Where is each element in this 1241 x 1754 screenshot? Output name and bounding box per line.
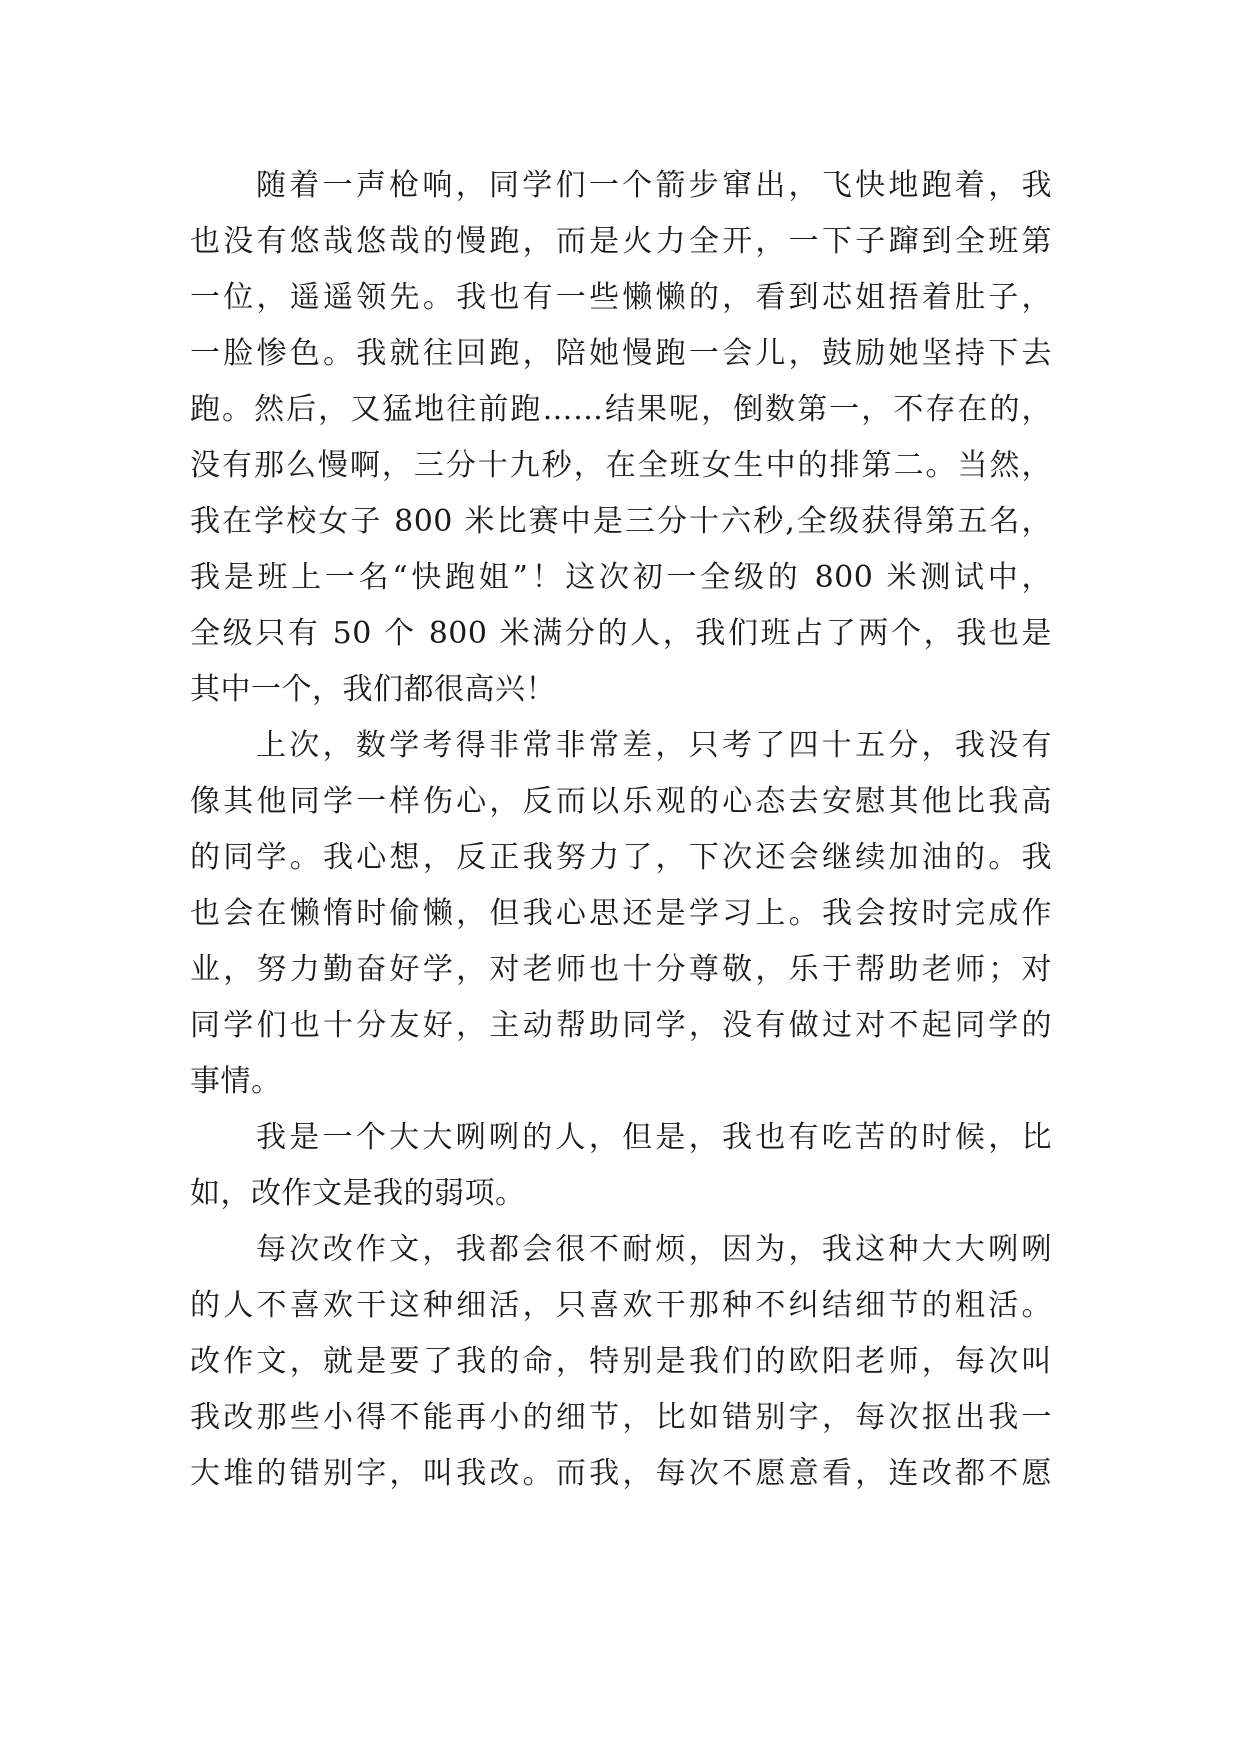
text-line: 如，改作文是我的弱项。 xyxy=(190,1176,526,1211)
text-line: 一脸惨色。我就往回跑，陪她慢跑一会儿，鼓励她坚持下去 xyxy=(190,336,1052,371)
text-line: 大堆的错别字，叫我改。而我，每次不愿意看，连改都不愿 xyxy=(190,1456,1052,1491)
text-line: 每次改作文，我都会很不耐烦，因为，我这种大大咧咧 xyxy=(256,1232,1052,1267)
text-line: 的同学。我心想，反正我努力了，下次还会继续加油的。我 xyxy=(190,840,1052,875)
text-line: 像其他同学一样伤心，反而以乐观的心态去安慰其他比我高 xyxy=(190,784,1052,819)
text-line: 的人不喜欢干这种细活，只喜欢干那种不纠结细节的粗活。 xyxy=(190,1288,1052,1323)
text-line: 改作文，就是要了我的命，特别是我们的欧阳老师，每次叫 xyxy=(190,1344,1052,1379)
text-line: 没有那么慢啊，三分十九秒，在全班女生中的排第二。当然， xyxy=(190,448,1052,483)
text-line: 一位，遥遥领先。我也有一些懒懒的，看到芯姐捂着肚子， xyxy=(190,280,1052,315)
text-line: 事情。 xyxy=(190,1064,282,1099)
text-line: 上次，数学考得非常非常差，只考了四十五分，我没有 xyxy=(256,728,1052,763)
text-line: 同学们也十分友好，主动帮助同学，没有做过对不起同学的 xyxy=(190,1008,1052,1043)
text-line: 业，努力勤奋好学，对老师也十分尊敬，乐于帮助老师；对 xyxy=(190,952,1052,987)
text-line: 我改那些小得不能再小的细节，比如错别字，每次抠出我一 xyxy=(190,1400,1052,1435)
text-line: 也会在懒惰时偷懒，但我心思还是学习上。我会按时完成作 xyxy=(190,896,1052,931)
text-line: 也没有悠哉悠哉的慢跑，而是火力全开，一下子蹿到全班第 xyxy=(190,224,1052,259)
text-line: 我是班上一名“快跑姐”！这次初一全级的 800 米测试中， xyxy=(190,560,1052,595)
text-line: 我是一个大大咧咧的人，但是，我也有吃苦的时候，比 xyxy=(256,1120,1052,1155)
text-line: 全级只有 50 个 800 米满分的人，我们班占了两个，我也是 xyxy=(190,616,1052,651)
document-body xyxy=(190,158,1052,1502)
text-line: 随着一声枪响，同学们一个箭步窜出，飞快地跑着，我 xyxy=(256,168,1052,203)
text-line: 我在学校女子 800 米比赛中是三分十六秒,全级获得第五名， xyxy=(190,504,1052,539)
text-line: 其中一个，我们都很高兴！ xyxy=(190,672,556,707)
text-line: 跑。然后，又猛地往前跑……结果呢，倒数第一，不存在的， xyxy=(190,392,1052,427)
